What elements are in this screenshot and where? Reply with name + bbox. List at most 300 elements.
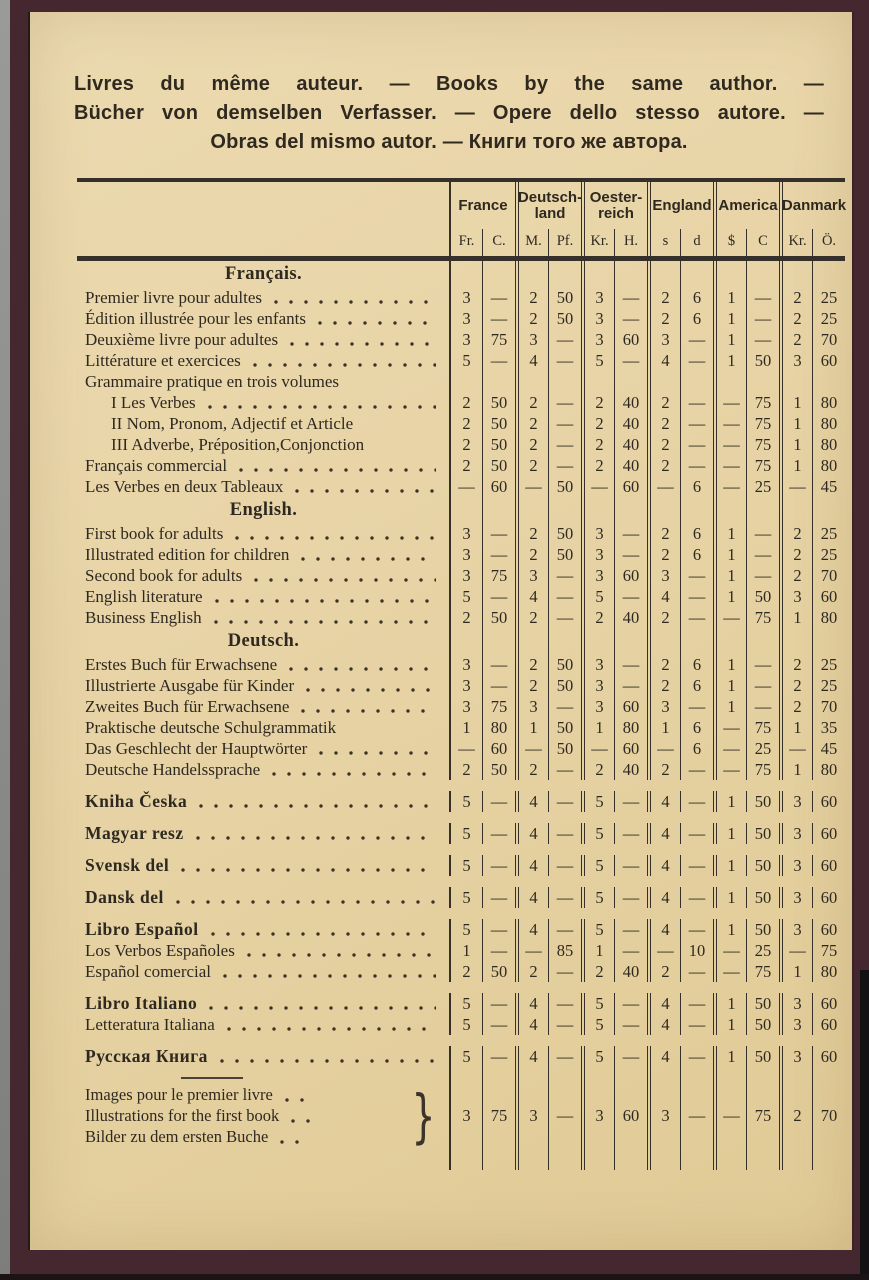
price-cell: 2: [449, 759, 482, 780]
price-cell: [581, 1150, 614, 1170]
table-row: [77, 823, 845, 844]
price-cell: 5: [449, 993, 482, 1014]
price-cell: 2: [647, 455, 680, 476]
price-cell: 75: [746, 607, 779, 628]
row-label: [77, 1150, 449, 1170]
price-cell: 4: [647, 1014, 680, 1035]
row-label-text: Letteratura Italiana: [85, 1014, 215, 1034]
price-cell: 50: [548, 717, 581, 738]
price-cell: [449, 1067, 482, 1082]
price-cell: —: [680, 759, 713, 780]
row-label-text: Business English: [85, 607, 202, 627]
price-cell: 60: [812, 823, 845, 844]
dot-leader: [227, 1027, 436, 1031]
row-label-text: Dansk del: [85, 887, 164, 907]
price-cell: 2: [647, 392, 680, 413]
price-cell: 1: [779, 413, 812, 434]
table-row: [77, 759, 845, 780]
price-cell: 60: [812, 855, 845, 876]
price-cell: 6: [680, 287, 713, 308]
price-cell: 75: [482, 696, 515, 717]
row-label: [77, 329, 449, 350]
price-cell: 60: [614, 738, 647, 759]
price-cell: 2: [647, 434, 680, 455]
price-cell: —: [548, 696, 581, 717]
price-cell: —: [614, 887, 647, 908]
price-cell: 1: [779, 717, 812, 738]
row-label-text: Littérature et exercices: [85, 350, 241, 370]
table-row: [77, 287, 845, 308]
price-cell: [581, 497, 614, 523]
price-cell: 3: [647, 1082, 680, 1150]
price-cell: 1: [515, 717, 548, 738]
row-label: [77, 759, 449, 780]
price-cell: 4: [515, 887, 548, 908]
price-cell: 1: [713, 565, 746, 586]
dot-leader: [289, 667, 436, 671]
dot-leader: [318, 321, 436, 325]
price-cell: 1: [713, 329, 746, 350]
price-cell: 2: [581, 607, 614, 628]
price-cell: [746, 497, 779, 523]
row-label: [77, 919, 449, 940]
price-cell: 2: [449, 961, 482, 982]
price-cell: —: [614, 855, 647, 876]
price-cell: 1: [449, 717, 482, 738]
price-cell: [482, 1150, 515, 1170]
table-row: [77, 392, 845, 413]
price-cell: —: [680, 329, 713, 350]
price-cell: [548, 497, 581, 523]
title-line-2: Bücher von demselben Verfasser. — Opere dello stesso autore. —: [74, 102, 824, 124]
price-cell: 75: [746, 413, 779, 434]
price-cell: [779, 1150, 812, 1170]
table-row: [77, 497, 845, 523]
unit-header: Ö.: [812, 229, 845, 256]
row-label: [77, 823, 449, 844]
price-cell: [482, 261, 515, 287]
price-cell: 2: [647, 675, 680, 696]
row-label-text: Illustrations for the first book: [85, 1106, 280, 1125]
price-cell: —: [713, 455, 746, 476]
price-cell: 3: [449, 523, 482, 544]
price-cell: 1: [713, 791, 746, 812]
price-cell: —: [680, 993, 713, 1014]
price-cell: [548, 628, 581, 654]
price-cell: —: [482, 654, 515, 675]
price-cell: 1: [779, 455, 812, 476]
price-cell: 1: [713, 308, 746, 329]
price-cell: 1: [713, 855, 746, 876]
price-cell: 50: [746, 887, 779, 908]
price-cell: 5: [581, 350, 614, 371]
price-cell: [482, 1067, 515, 1082]
price-cell: [647, 371, 680, 392]
price-cell: 50: [482, 392, 515, 413]
price-cell: [449, 1150, 482, 1170]
price-cell: 6: [680, 476, 713, 497]
dot-leader: [215, 599, 436, 603]
price-cell: —: [548, 823, 581, 844]
price-cell: 25: [812, 544, 845, 565]
price-cell: 25: [812, 308, 845, 329]
price-cell: —: [614, 1046, 647, 1067]
country-header: Oester- reich: [581, 182, 647, 229]
price-cell: —: [482, 855, 515, 876]
price-cell: 1: [779, 434, 812, 455]
book-page: [28, 12, 852, 1250]
price-cell: [812, 628, 845, 654]
price-cell: —: [680, 586, 713, 607]
price-cell: [647, 1150, 680, 1170]
price-cell: —: [680, 413, 713, 434]
price-cell: 60: [812, 919, 845, 940]
price-cell: [614, 1150, 647, 1170]
row-label-text: Español comercial: [85, 961, 212, 981]
price-cell: —: [680, 887, 713, 908]
price-cell: 1: [581, 717, 614, 738]
row-label: [77, 607, 449, 628]
dot-leader: [291, 1119, 319, 1123]
row-label-text: Erstes Buch für Erwachsene: [85, 654, 278, 674]
row-label-text: Los Verbos Españoles: [85, 940, 235, 960]
row-label-text: Deutsche Handelssprache: [85, 759, 261, 779]
price-cell: —: [779, 940, 812, 961]
price-cell: 1: [713, 544, 746, 565]
price-cell: 3: [779, 823, 812, 844]
price-cell: 4: [647, 586, 680, 607]
price-cell: 5: [449, 791, 482, 812]
price-cell: 2: [515, 654, 548, 675]
page-title: [74, 70, 824, 157]
price-cell: 2: [779, 329, 812, 350]
price-cell: 6: [680, 717, 713, 738]
price-cell: [581, 261, 614, 287]
price-cell: [647, 628, 680, 654]
price-cell: 70: [812, 1082, 845, 1150]
price-cell: [680, 497, 713, 523]
table-row: [77, 1067, 845, 1082]
price-cell: 4: [647, 919, 680, 940]
price-cell: —: [482, 919, 515, 940]
price-cell: 35: [812, 717, 845, 738]
row-label: English.: [229, 499, 298, 520]
table-row: [77, 1150, 845, 1170]
row-label: [77, 1014, 449, 1035]
table-row: [77, 1082, 845, 1150]
price-cell: [647, 497, 680, 523]
price-cell: 2: [779, 287, 812, 308]
price-cell: 5: [449, 919, 482, 940]
price-cell: [614, 1067, 647, 1082]
price-cell: —: [449, 476, 482, 497]
price-cell: 45: [812, 738, 845, 759]
row-label: [77, 696, 449, 717]
price-cell: 80: [812, 434, 845, 455]
price-cell: [482, 628, 515, 654]
row-label: Deutsch.: [227, 630, 300, 651]
price-cell: 3: [515, 565, 548, 586]
row-label: [77, 392, 449, 413]
price-cell: 3: [779, 993, 812, 1014]
price-cell: 10: [680, 940, 713, 961]
price-cell: 3: [581, 1082, 614, 1150]
price-cell: 1: [581, 940, 614, 961]
row-label-text: English literature: [85, 586, 203, 606]
price-cell: 3: [449, 544, 482, 565]
price-cell: —: [515, 940, 548, 961]
price-cell: —: [548, 791, 581, 812]
price-cell: 80: [812, 759, 845, 780]
price-cell: 50: [746, 1014, 779, 1035]
table-row: [77, 919, 845, 940]
price-cell: 5: [449, 855, 482, 876]
price-cell: [680, 261, 713, 287]
price-cell: —: [548, 350, 581, 371]
price-cell: —: [548, 565, 581, 586]
price-cell: —: [746, 654, 779, 675]
row-label: [77, 1082, 449, 1150]
price-cell: 80: [614, 717, 647, 738]
price-cell: 60: [812, 993, 845, 1014]
price-cell: 2: [515, 287, 548, 308]
dot-leader: [290, 342, 436, 346]
price-cell: 80: [812, 455, 845, 476]
price-cell: 4: [515, 350, 548, 371]
price-cell: 3: [581, 654, 614, 675]
price-cell: 3: [779, 1046, 812, 1067]
price-cell: 60: [812, 887, 845, 908]
dot-leader: [209, 1006, 436, 1010]
price-cell: [779, 1067, 812, 1082]
price-cell: [746, 371, 779, 392]
price-cell: [548, 371, 581, 392]
price-cell: 3: [647, 696, 680, 717]
price-cell: [449, 261, 482, 287]
price-cell: —: [713, 940, 746, 961]
row-label: [77, 887, 449, 908]
price-cell: [449, 371, 482, 392]
price-cell: 40: [614, 434, 647, 455]
price-cell: 1: [713, 919, 746, 940]
price-cell: 3: [647, 329, 680, 350]
price-cell: 75: [482, 329, 515, 350]
price-cell: [746, 261, 779, 287]
price-cell: 2: [515, 413, 548, 434]
price-cell: 3: [581, 544, 614, 565]
price-cell: 3: [515, 696, 548, 717]
price-cell: —: [746, 675, 779, 696]
price-cell: 6: [680, 308, 713, 329]
price-cell: 60: [812, 791, 845, 812]
brace-glyph: }: [411, 1082, 436, 1150]
price-cell: 3: [779, 1014, 812, 1035]
row-label-text: Libro Italiano: [85, 993, 198, 1013]
price-cell: 1: [713, 1014, 746, 1035]
price-cell: 2: [779, 675, 812, 696]
price-cell: 4: [515, 1014, 548, 1035]
row-label-text: Les Verbes en deux Tableaux: [85, 476, 284, 496]
price-cell: 80: [812, 961, 845, 982]
price-cell: —: [614, 654, 647, 675]
price-cell: 60: [812, 586, 845, 607]
price-cell: 3: [515, 1082, 548, 1150]
price-cell: 4: [647, 1046, 680, 1067]
price-cell: 3: [779, 586, 812, 607]
row-label: [77, 855, 449, 876]
price-cell: 4: [647, 887, 680, 908]
country-header: Deutsch- land: [515, 182, 581, 229]
price-cell: 2: [779, 308, 812, 329]
price-cell: 2: [779, 544, 812, 565]
row-label-text: First book for adults: [85, 523, 224, 543]
row-label: [77, 717, 449, 738]
price-cell: 4: [647, 855, 680, 876]
price-cell: —: [548, 993, 581, 1014]
table-row: [77, 654, 845, 675]
price-cell: 2: [449, 455, 482, 476]
price-cell: —: [614, 350, 647, 371]
price-cell: 2: [515, 434, 548, 455]
price-cell: —: [614, 544, 647, 565]
price-cell: 4: [515, 586, 548, 607]
price-cell: 75: [746, 961, 779, 982]
price-cell: 50: [746, 855, 779, 876]
dot-leader: [253, 363, 436, 367]
table-row: [77, 350, 845, 371]
dot-leader: [211, 932, 436, 936]
price-cell: 40: [614, 413, 647, 434]
price-cell: —: [680, 434, 713, 455]
price-cell: 6: [680, 654, 713, 675]
price-cell: 3: [779, 791, 812, 812]
price-cell: [482, 371, 515, 392]
dot-leader: [306, 688, 436, 692]
table-row: [77, 371, 845, 392]
dot-leader: [295, 489, 436, 493]
price-cell: [449, 628, 482, 654]
price-cell: 1: [713, 287, 746, 308]
table-row: [77, 993, 845, 1014]
price-cell: [812, 371, 845, 392]
price-cell: 4: [515, 855, 548, 876]
price-cell: 5: [581, 887, 614, 908]
dot-leader: [223, 974, 436, 978]
unit-header: Fr.: [449, 229, 482, 256]
price-cell: —: [614, 1014, 647, 1035]
price-cell: —: [647, 940, 680, 961]
price-cell: 4: [647, 993, 680, 1014]
price-cell: —: [680, 919, 713, 940]
price-cell: [647, 1067, 680, 1082]
price-cell: —: [680, 791, 713, 812]
price-cell: —: [548, 887, 581, 908]
price-cell: [515, 261, 548, 287]
price-cell: —: [713, 717, 746, 738]
price-cell: —: [713, 392, 746, 413]
price-cell: 2: [779, 1082, 812, 1150]
price-cell: —: [482, 586, 515, 607]
price-cell: [449, 497, 482, 523]
price-cell: 5: [581, 586, 614, 607]
price-cell: 50: [482, 413, 515, 434]
price-cell: [779, 371, 812, 392]
row-label-text: III Adverbe, Préposition,Conjonction: [111, 434, 365, 454]
price-cell: 70: [812, 329, 845, 350]
price-cell: 50: [746, 1046, 779, 1067]
row-label-text: Images pour le premier livre: [85, 1085, 273, 1104]
price-cell: 75: [746, 717, 779, 738]
price-cell: [812, 1067, 845, 1082]
price-cell: 75: [482, 565, 515, 586]
price-cell: 2: [779, 523, 812, 544]
price-cell: 4: [647, 350, 680, 371]
price-cell: 60: [812, 1046, 845, 1067]
price-cell: —: [482, 1014, 515, 1035]
price-cell: —: [746, 287, 779, 308]
price-cell: —: [614, 993, 647, 1014]
row-label: [77, 993, 449, 1014]
dot-leader: [181, 868, 436, 872]
price-cell: —: [713, 607, 746, 628]
price-cell: 50: [482, 455, 515, 476]
price-cell: 2: [647, 654, 680, 675]
unit-header: $: [713, 229, 746, 256]
price-cell: —: [713, 434, 746, 455]
price-cell: 70: [812, 565, 845, 586]
price-cell: —: [680, 350, 713, 371]
price-cell: 1: [713, 696, 746, 717]
row-label: [77, 523, 449, 544]
row-label: [77, 961, 449, 982]
table-row: [77, 329, 845, 350]
price-cell: 50: [548, 308, 581, 329]
price-cell: [548, 261, 581, 287]
price-cell: —: [713, 476, 746, 497]
table-row: [77, 738, 845, 759]
price-cell: —: [614, 919, 647, 940]
dot-leader: [254, 578, 436, 582]
price-cell: —: [614, 675, 647, 696]
unit-header: Kr.: [581, 229, 614, 256]
price-cell: 6: [680, 523, 713, 544]
price-cell: 6: [680, 675, 713, 696]
price-cell: —: [482, 1046, 515, 1067]
price-cell: 5: [581, 919, 614, 940]
row-label-text: Das Geschlecht der Hauptwörter: [85, 738, 308, 758]
price-cell: [581, 628, 614, 654]
price-cell: 2: [779, 654, 812, 675]
price-cell: 75: [746, 434, 779, 455]
row-label: [77, 287, 449, 308]
price-cell: [515, 1067, 548, 1082]
dot-leader: [274, 300, 436, 304]
price-cell: [812, 1150, 845, 1170]
price-cell: [812, 261, 845, 287]
price-cell: [779, 261, 812, 287]
price-cell: —: [482, 940, 515, 961]
row-label: [77, 1067, 449, 1082]
price-cell: 40: [614, 392, 647, 413]
price-cell: 3: [449, 1082, 482, 1150]
price-cell: —: [548, 919, 581, 940]
price-cell: —: [680, 607, 713, 628]
price-cell: —: [614, 791, 647, 812]
price-cell: —: [482, 791, 515, 812]
price-cell: 1: [713, 823, 746, 844]
price-cell: 40: [614, 607, 647, 628]
price-cell: 1: [713, 523, 746, 544]
